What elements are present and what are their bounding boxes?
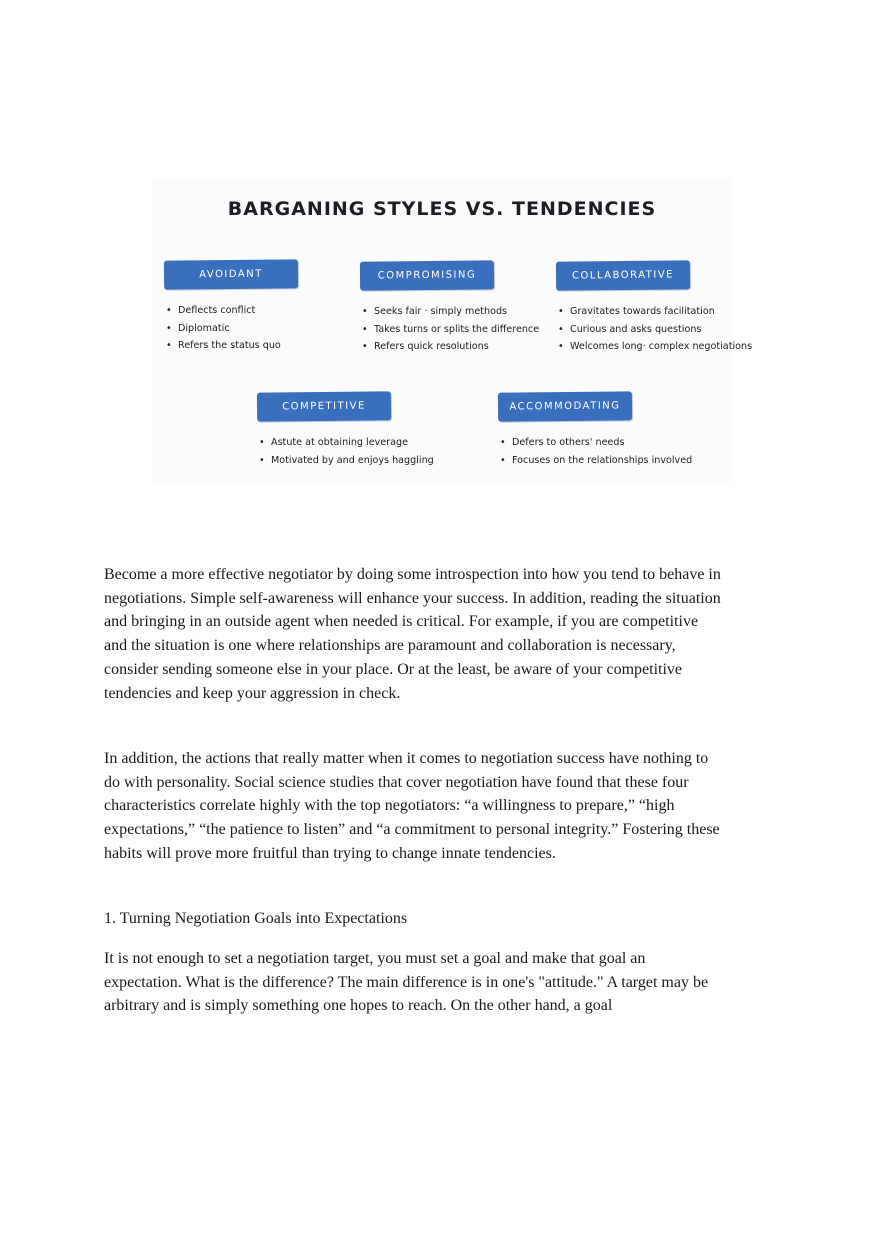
list-item: • Takes turns or splits the difference xyxy=(360,321,539,339)
style-accommodating xyxy=(498,392,692,469)
style-tag-accommodating: ACCOMMODATING xyxy=(498,391,632,421)
style-list-collaborative xyxy=(556,303,752,356)
style-list-accommodating xyxy=(498,434,692,469)
bargaining-styles-figure xyxy=(152,178,753,483)
style-list-avoidant xyxy=(164,302,298,355)
list-item: • Gravitates towards facilitation xyxy=(556,303,752,321)
paragraph-self-awareness: Become a more effective negotiator by doing some introspection into how you tend to behave in negotiations. Simple self-awareness will enhance your success. In addition, reading the situation and bringing in an outside agent when needed is critical. For example, if you are competitive and the situation is one where relationships are paramount and collaboration is necessary, consider sending someone else in your place. Or at the least, be aware of your competitive tendencies and keep your aggression in check. xyxy=(104,566,721,702)
list-item: • Motivated by and enjoys haggling xyxy=(257,452,434,470)
style-collaborative xyxy=(556,261,752,356)
style-competitive xyxy=(257,392,434,469)
list-item: • Focuses on the relationships involved xyxy=(498,452,692,470)
list-item: • Refers quick resolutions xyxy=(360,338,539,356)
list-item: • Curious and asks questions xyxy=(556,321,752,339)
style-compromising xyxy=(360,261,539,356)
figure-title: BARGANING STYLES VS. TENDENCIES xyxy=(227,198,657,220)
paragraph-success-traits: In addition, the actions that really matter when it comes to negotiation success have nothing to do with personality. Social science studies that cover negotiation have found that these four characteristics correlate highly with the top negotiators: “a willingness to prepare,” “high expectations,” “the patience to listen” and “a commitment to personal integrity.” Fostering these habits will prove more fruitful than trying to change innate tendencies. xyxy=(104,750,720,862)
paragraph-goals: It is not enough to set a negotiation target, you must set a goal and make that goal an expectation. What is the difference? The main difference is in one's "attitude." A target may be arbitrary and is simply something one hopes to reach. On the other hand, a goal xyxy=(104,950,709,1015)
list-item: • Seeks fair · simply methods xyxy=(360,303,539,321)
list-item: • Refers the status quo xyxy=(164,337,298,355)
style-avoidant xyxy=(164,260,298,355)
section-heading: 1. Turning Negotiation Goals into Expectations xyxy=(104,910,408,927)
list-item: • Deflects conflict xyxy=(164,302,298,320)
list-item: • Diplomatic xyxy=(164,320,298,338)
style-list-compromising xyxy=(360,303,539,356)
list-item: • Welcomes long· complex negotiations xyxy=(556,338,752,356)
list-item: • Defers to others' needs xyxy=(498,434,692,452)
list-item: • Astute at obtaining leverage xyxy=(257,434,434,452)
style-list-competitive xyxy=(257,434,434,469)
style-tag-collaborative: COLLABORATIVE xyxy=(556,260,690,290)
style-tag-competitive: COMPETITIVE xyxy=(257,391,391,421)
style-tag-avoidant: AVOIDANT xyxy=(164,259,298,289)
style-tag-compromising: COMPROMISING xyxy=(360,260,494,290)
